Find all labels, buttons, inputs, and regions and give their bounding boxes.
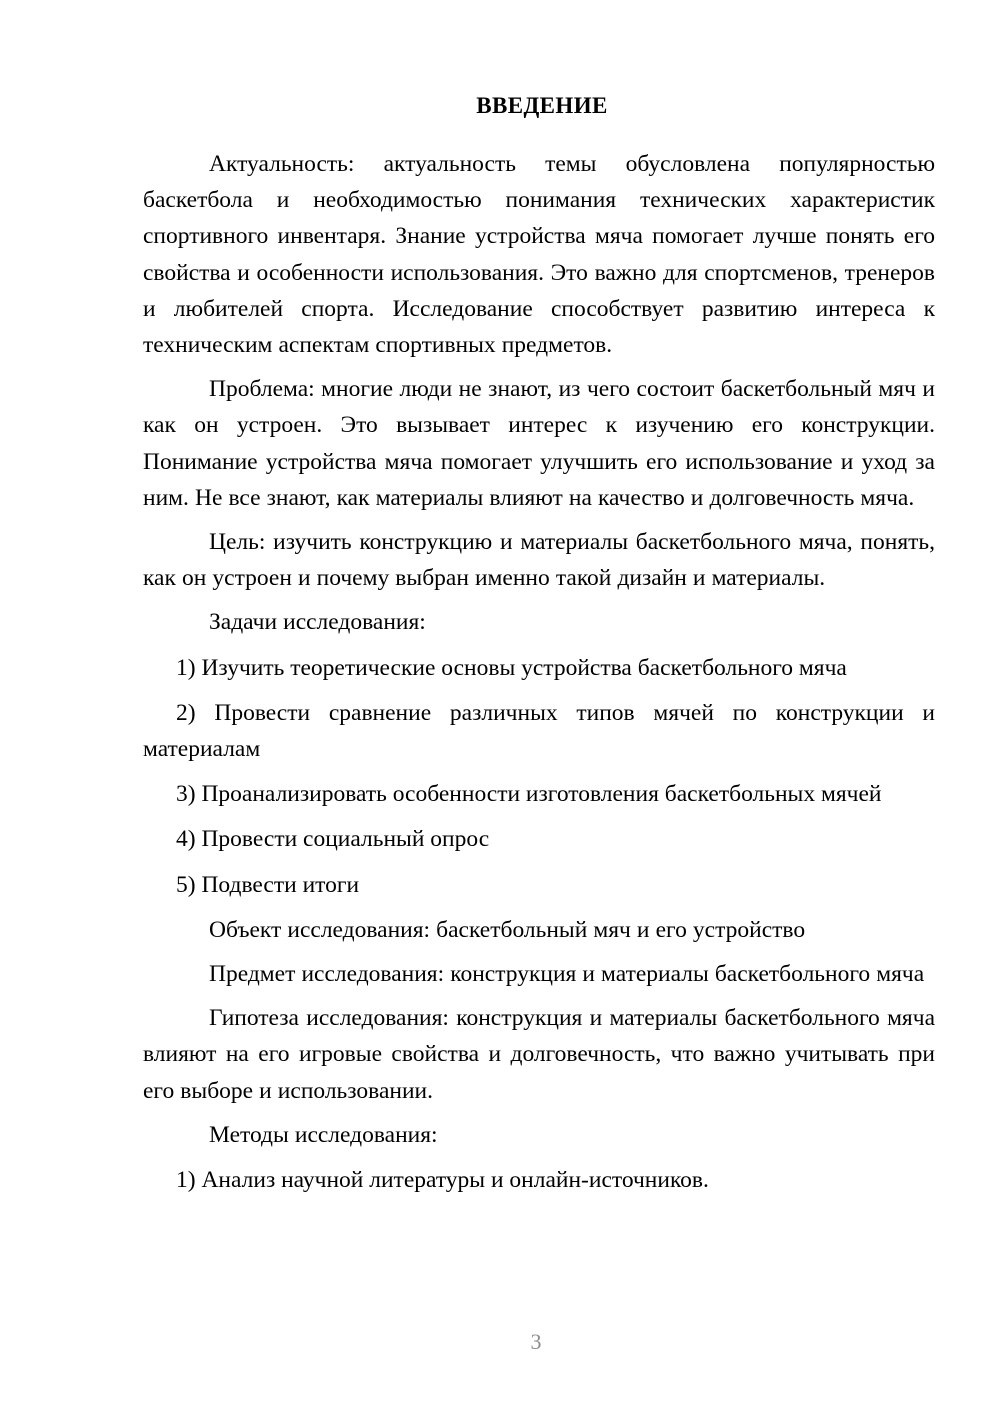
paragraph-gap (143, 596, 935, 604)
list-item-task-5: 5) Подвести итоги (176, 871, 360, 898)
paragraph-gap (143, 641, 935, 650)
paragraph-gap (143, 812, 935, 821)
paragraph-gap (143, 1109, 935, 1117)
paragraph-gap (143, 686, 935, 695)
paragraph-gap (143, 767, 935, 776)
list-item-task-2: 2) Провести сравнение различных типов мячей по конструкции и материалам (143, 699, 935, 763)
page-title: ВВЕДЕНИЕ (476, 93, 608, 118)
list-item-task-4: 4) Провести социальный опрос (176, 826, 490, 853)
paragraph-gap (143, 363, 935, 371)
paragraph-subject: Предмет исследования: конструкция и материалы баскетбольного мяча (209, 961, 925, 988)
page-number: 3 (530, 1329, 542, 1354)
heading-tasks: Задачи исследования: (209, 609, 426, 636)
paragraph-gap (143, 903, 935, 912)
paragraph-gap (143, 948, 935, 956)
paragraph-object: Объект исследования: баскетбольный мяч и его устройство (209, 916, 806, 943)
paragraph-goal: Цель: изучить конструкцию и материалы баскетбольного мяча, понять, как он устроен и почему выбран именно такой дизайн и материалы. (143, 529, 935, 592)
paragraph-problem: Проблема: многие люди не знают, из чего состоит баскетбольный мяч и как он устроен. Это вызывает интерес к изучению его конструкции. Понимание устройства мяча помогает улучшить его использование и уход за ним. Не все знают, как материалы влияют на качество и долговечность мяча. (143, 376, 935, 511)
document-body (143, 88, 935, 1198)
paragraph-relevance: Актуальность: актуальность темы обусловлена популярностью баскетбола и необходимостью понимания технических характеристик спортивного инвентаря. Знание устройства мяча помогает лучше понять его свойства и особенности использования. Это важно для спортсменов, тренеров и любителей спорта. Исследование способствует развитию интереса к техническим аспектам спортивных предметов. (143, 151, 935, 359)
list-item-task-1: 1) Изучить теоретические основы устройства баскетбольного мяча (176, 654, 847, 681)
paragraph-gap (143, 858, 935, 867)
paragraph-gap (143, 992, 935, 1000)
heading-methods: Методы исследования: (209, 1121, 438, 1148)
title-spacer (143, 124, 935, 146)
list-item-task-3: 3) Проанализировать особенности изготовления баскетбольных мячей (176, 781, 882, 808)
paragraph-gap (143, 516, 935, 524)
paragraph-hypothesis: Гипотеза исследования: конструкция и материалы баскетбольного мяча влияют на его игровые свойства и долговечность, что важно учитывать при его выборе и использовании. (143, 1005, 935, 1104)
list-item-method-1: 1) Анализ научной литературы и онлайн-источников. (176, 1167, 709, 1194)
paragraph-gap (143, 1153, 935, 1162)
